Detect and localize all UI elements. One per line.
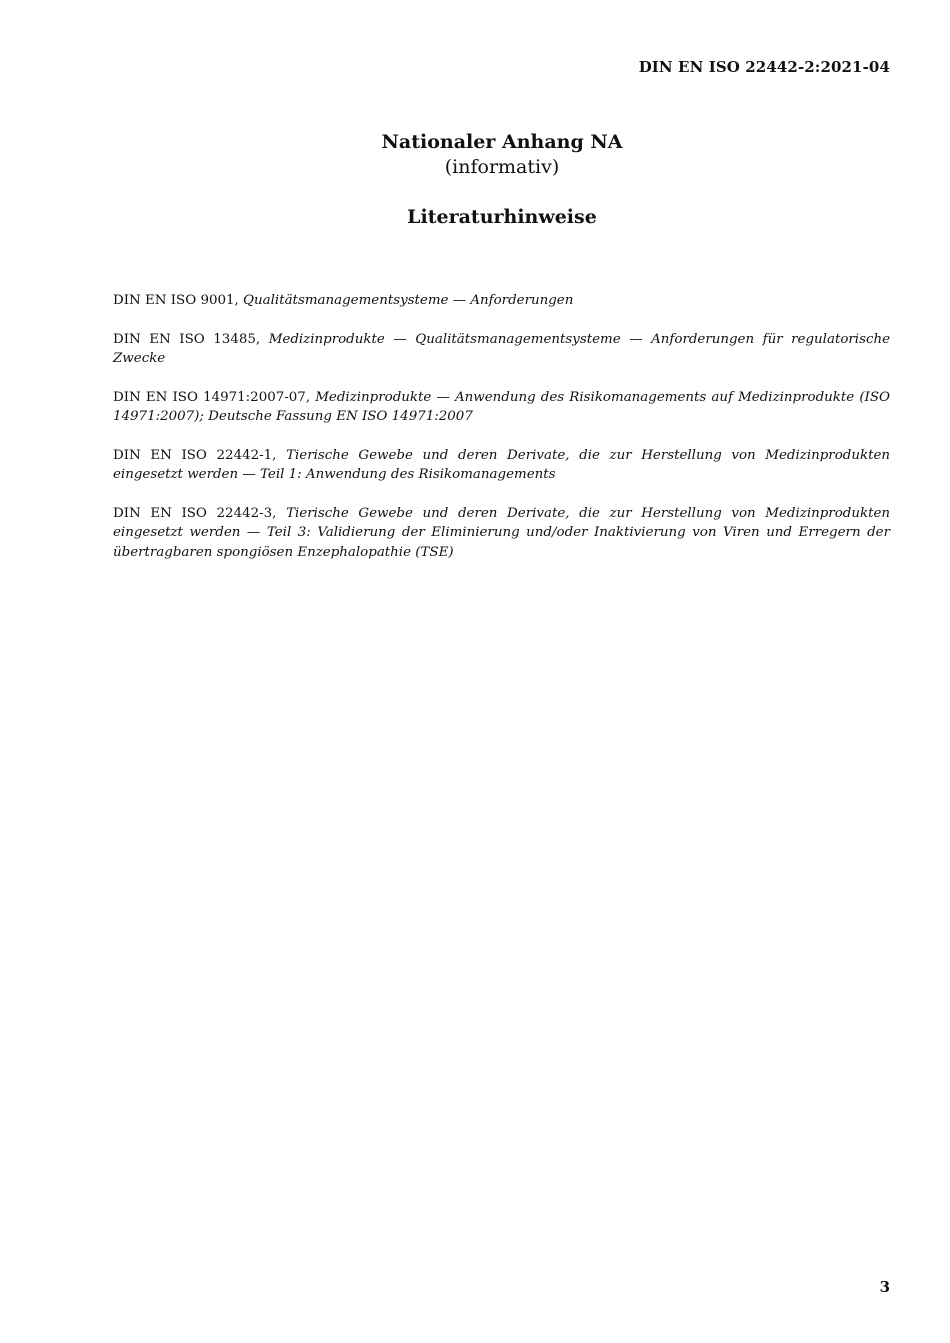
bibliography-list <box>113 291 890 581</box>
bibliography-entry <box>113 330 890 369</box>
document-reference: DIN EN ISO 22442-2:2021-04 <box>638 58 890 76</box>
entry-title: Medizinprodukte — Qualitätsmanagementsysteme — Anforderungen für regulatorische Zwecke <box>113 331 890 366</box>
annex-heading-block <box>0 130 950 180</box>
entry-reference: DIN EN ISO 22442-1, <box>113 447 277 463</box>
bibliography-entry <box>113 291 890 311</box>
entry-title: Qualitätsmanagementsysteme — Anforderungen <box>243 293 574 308</box>
entry-title: Medizinprodukte — Anwendung des Risikomanagements auf Medizinprodukte (ISO 14971:2007); Deutsche Fassung EN ISO 14971:2007 <box>113 389 890 424</box>
bibliography-entry <box>113 504 890 563</box>
entry-reference: DIN EN ISO 22442-3, <box>113 505 277 521</box>
bibliography-entry <box>113 388 890 427</box>
entry-reference: DIN EN ISO 13485, <box>113 331 261 347</box>
entry-title: Tierische Gewebe und deren Derivate, die zur Herstellung von Medizinprodukten eingesetzt werden — Teil 1: Anwendung des Risikomanagements <box>113 447 890 482</box>
entry-reference: DIN EN ISO 14971:2007-07, <box>113 389 311 405</box>
page-number: 3 <box>879 1278 890 1296</box>
annex-title: Nationaler Anhang NA <box>381 131 623 153</box>
entry-reference: DIN EN ISO 9001, <box>113 293 239 308</box>
bibliography-entry <box>113 446 890 485</box>
entry-title: Tierische Gewebe und deren Derivate, die zur Herstellung von Medizinprodukten eingesetzt werden — Teil 3: Validierung der Eliminierung und/oder Inaktivierung von Viren und Erregern der übertragbaren spongiösen Enzephalopathie (TSE) <box>113 505 890 560</box>
annex-subtitle: (informativ) <box>444 156 560 178</box>
bibliography-heading: Literaturhinweise <box>407 206 597 228</box>
